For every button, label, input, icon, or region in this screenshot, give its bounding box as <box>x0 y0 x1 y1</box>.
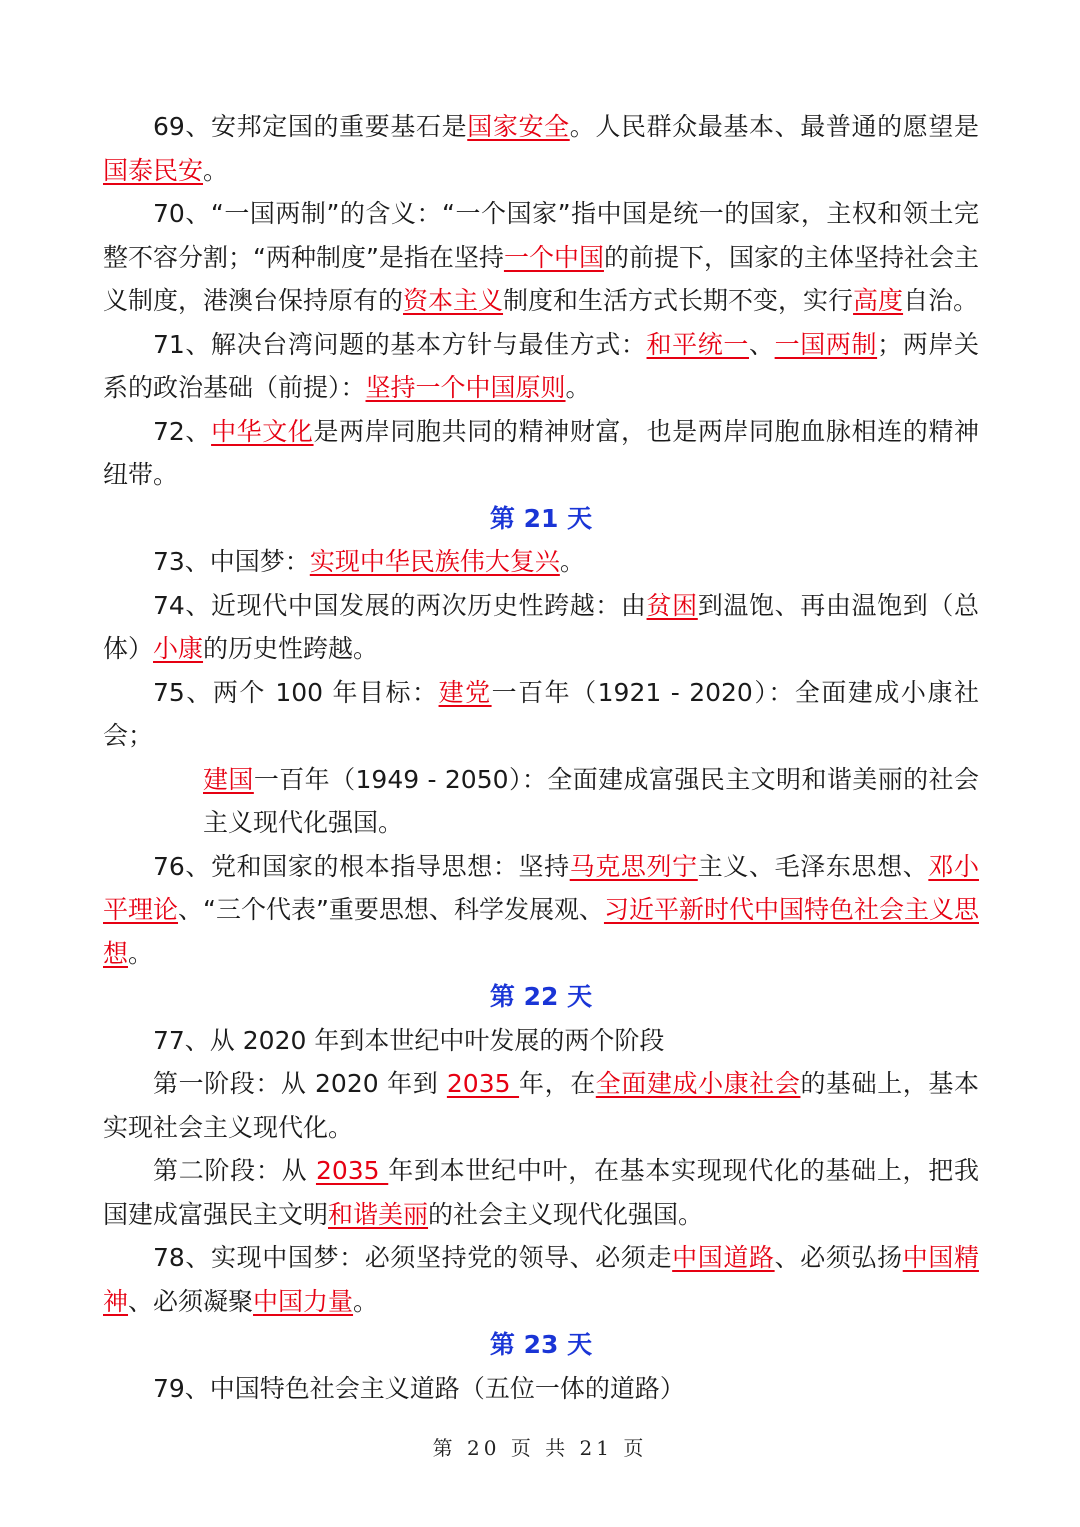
paragraph <box>103 1149 979 1236</box>
answer-highlight: 习近平新时代中国特色社会主义思想 <box>103 895 979 968</box>
paragraph <box>103 845 979 976</box>
answer-highlight: 中华文化 <box>211 416 314 446</box>
paragraph <box>103 1062 979 1149</box>
paragraph <box>103 410 979 497</box>
answer-highlight: 资本主义 <box>403 286 504 315</box>
answer-highlight: 和平统一 <box>646 329 749 359</box>
answer-highlight: 中国力量 <box>253 1286 354 1316</box>
paragraph-text: 年到本世纪中叶，在基本实现现代化的基础上，把我国建成富强民主文明 <box>103 1156 979 1229</box>
paragraph <box>103 105 979 192</box>
answer-highlight: 小康 <box>153 634 204 663</box>
paragraph-text: 70、“一国两制”的含义：“一个国家”指中国是统一的国家，主权和领土完整不容分割；“两种制度”是指在坚持 <box>103 199 979 272</box>
paragraph-text: 的基础上，基本实现社会主义现代化。 <box>103 1069 979 1142</box>
answer-highlight: 邓小平理论 <box>103 851 979 924</box>
answer-highlight: 和谐美丽 <box>328 1199 429 1229</box>
paragraph <box>103 584 979 671</box>
paragraph-text: 。人民群众最基本、最普通的愿望是 <box>569 112 979 141</box>
answer-highlight: 一个中国 <box>503 242 604 272</box>
paragraph-text: 自治。 <box>903 286 979 315</box>
paragraph <box>103 1367 979 1411</box>
paragraph-text: 。 <box>565 373 591 402</box>
answer-highlight: 高度 <box>853 286 904 315</box>
answer-highlight: 建国 <box>203 764 254 794</box>
answer-highlight: 国泰民安 <box>103 155 204 185</box>
paragraph-text: 69、安邦定国的重要基石是 <box>153 112 468 141</box>
paragraph-text: 78、实现中国梦：必须坚持党的领导、必须走 <box>153 1243 673 1272</box>
paragraph-text: 71、解决台湾问题的基本方针与最佳方式： <box>153 329 647 359</box>
paragraph-text: 年，在 <box>519 1069 596 1098</box>
paragraph-text: 74、近现代中国发展的两次历史性跨越：由 <box>153 590 647 620</box>
paragraph-text: 、必须凝聚 <box>128 1286 254 1316</box>
answer-highlight: 坚持一个中国原则 <box>365 373 566 402</box>
paragraph-text: 、必须弘扬 <box>774 1243 903 1272</box>
paragraph-text: 的社会主义现代化强国。 <box>428 1199 704 1229</box>
paragraph-text: 是两岸同胞共同的精神财富，也是两岸同胞血脉相连的精神纽带。 <box>103 416 979 489</box>
paragraph-text: 第一阶段：从 2020 年到 <box>153 1069 447 1098</box>
paragraph <box>103 323 979 410</box>
answer-highlight: 中国精神 <box>103 1243 979 1316</box>
paragraph <box>103 671 979 758</box>
paragraph-text: 。 <box>128 938 154 968</box>
day-heading: 第 21 天 <box>489 503 593 533</box>
paragraph-text: 主义、毛泽东思想、 <box>697 851 929 881</box>
paragraph-text: 制度和生活方式长期不变，实行 <box>503 286 854 315</box>
paragraph-text: 。 <box>353 1286 379 1316</box>
paragraph-text: 、“三个代表”重要思想、科学发展观、 <box>178 895 604 924</box>
paragraph <box>103 1019 979 1063</box>
paragraph-text: 77、从 2020 年到本世纪中叶发展的两个阶段 <box>153 1025 665 1055</box>
answer-highlight: 一国两制 <box>774 329 878 359</box>
paragraph-text: 76、党和国家的根本指导思想：坚持 <box>153 851 570 881</box>
document-body <box>103 105 979 1410</box>
answer-highlight: 国家安全 <box>467 112 570 141</box>
paragraph-text: 的前提下，国家的主体坚持社会主义制度，港澳台保持原有的 <box>103 242 979 315</box>
paragraph-text: 一百年（1921 - 2020）：全面建成小康社会； <box>103 677 979 750</box>
answer-highlight: 实现中华民族伟大复兴 <box>309 547 560 576</box>
paragraph <box>103 758 979 845</box>
paragraph <box>103 1236 979 1323</box>
paragraph-text: 到温饱、再由温饱到（总体） <box>103 590 979 663</box>
paragraph-text: 73、中国梦： <box>153 547 310 576</box>
answer-highlight: 中国道路 <box>672 1243 775 1272</box>
answer-highlight: 贫困 <box>646 590 698 620</box>
answer-highlight: 2035 <box>315 1156 389 1185</box>
paragraph-text: 、 <box>749 329 775 359</box>
paragraph-text: 一百年（1949 - 2050）：全面建成富强民主文明和谐美丽的社会主义现代化强国。 <box>203 764 979 837</box>
answer-highlight: 2035 <box>446 1069 520 1098</box>
paragraph-text: 的历史性跨越。 <box>203 634 379 663</box>
paragraph-text: 。 <box>203 155 229 185</box>
paragraph-text: 79、中国特色社会主义道路（五位一体的道路） <box>153 1373 685 1403</box>
page-footer: 第 20 页 共 21 页 <box>432 1436 648 1460</box>
paragraph-text: 第二阶段：从 <box>153 1156 316 1185</box>
answer-highlight: 建党 <box>438 677 492 707</box>
paragraph <box>103 192 979 323</box>
answer-highlight: 全面建成小康社会 <box>595 1069 801 1098</box>
paragraph-text: 。 <box>559 547 585 576</box>
paragraph-text: 75、两个 100 年目标： <box>153 677 439 707</box>
paragraph-text: 72、 <box>153 416 212 446</box>
answer-highlight: 马克思列宁 <box>569 851 698 881</box>
paragraph-text: ；两岸关系的政治基础（前提）： <box>103 329 979 402</box>
day-heading: 第 22 天 <box>489 982 593 1011</box>
day-heading: 第 23 天 <box>489 1330 593 1359</box>
paragraph <box>103 540 979 584</box>
